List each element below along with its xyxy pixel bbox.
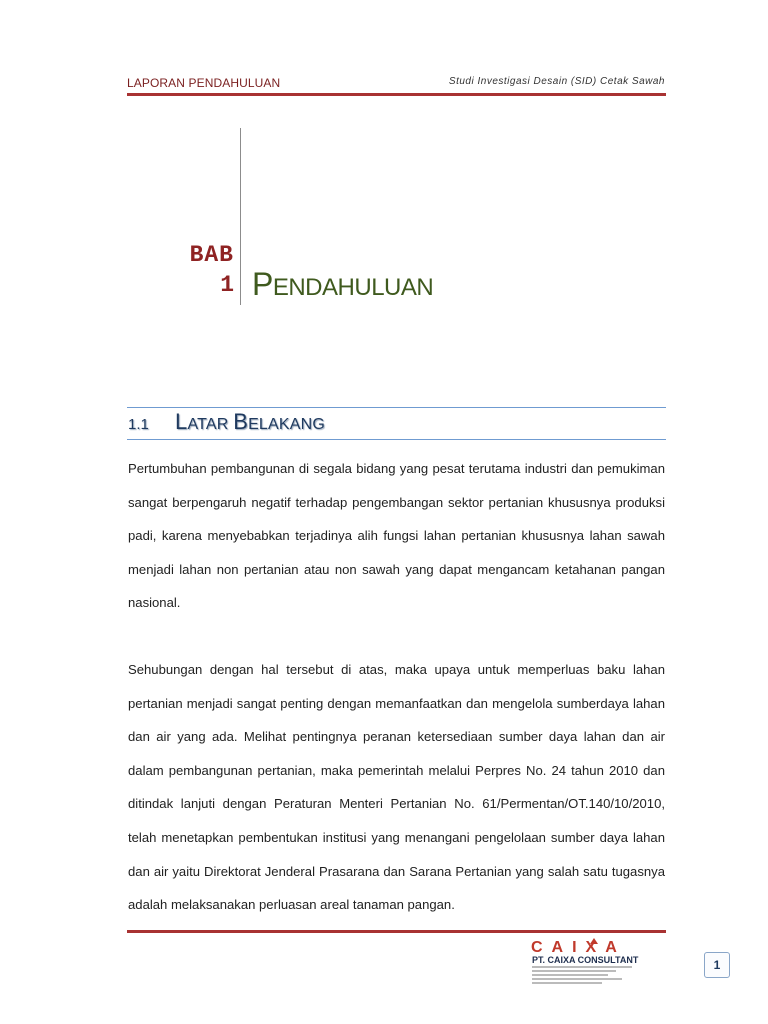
chapter-title-rest: ENDAHULUAN [272, 274, 434, 301]
section-rule-top [127, 407, 666, 408]
section-number: 1.1 [128, 416, 149, 433]
section-rule-bottom [127, 439, 666, 440]
page-number: 1 [704, 952, 730, 978]
header-divider [127, 93, 666, 96]
paragraph: Pertumbuhan pembangunan di segala bidang yang pesat terutama industri dan pemukiman sangat berpengaruh negatif terhadap pengembangan sektor pertanian khususnya produksi padi, karena menyebabkan terjadinya alih fungsi lahan pertanian khususnya lahan sawah menjadi lahan non pertanian atau non sawah yang dapat mengancam ketahanan pangan nasional. [128, 461, 665, 611]
chapter-number: 1 [220, 272, 234, 298]
footer-divider [127, 930, 666, 933]
chapter-vertical-divider [240, 128, 241, 305]
section-title-initial-l: L [175, 409, 188, 434]
chapter-title [252, 266, 433, 303]
caixa-logo [528, 935, 668, 987]
logo-wordmark: CAIXA [531, 939, 626, 956]
section-title-part1: ATAR [187, 416, 234, 433]
header-report-title: LAPORAN PENDAHULUAN [127, 76, 281, 90]
section-title-initial-b: B [233, 409, 249, 434]
paragraph: Sehubungan dengan hal tersebut di atas, maka upaya untuk memperluas baku lahan pertanian menjadi sangat penting dengan memanfaatkan dan mengelola sumberdaya lahan dan air yang ada. Melihat pentingnya peranan ketersediaan sumber daya lahan dan air dalam pembangunan pertanian, maka pemerintah melalui Perpres No. 24 tahun 2010 dan ditindak lanjuti dengan Peraturan Menteri Pertanian No. 61/Permentan/OT.140/10/2010, telah menetapkan pembentukan institusi yang menangani pengelolaan sumber daya lahan dan air yaitu Direktorat Jenderal Prasarana dan Sarana Pertanian yang salah satu tugasnya adalah melaksanakan perluasan areal tanaman pangan. [128, 662, 665, 913]
section-title [175, 409, 325, 435]
header-project-title: Studi Investigasi Desain (SID) Cetak Sawah [448, 76, 665, 87]
chapter-label: BAB [189, 242, 234, 268]
chapter-title-initial: P [252, 266, 273, 302]
logo-company-name: PT. CAIXA CONSULTANT [532, 955, 639, 965]
section-title-part2: ELAKANG [248, 416, 326, 433]
